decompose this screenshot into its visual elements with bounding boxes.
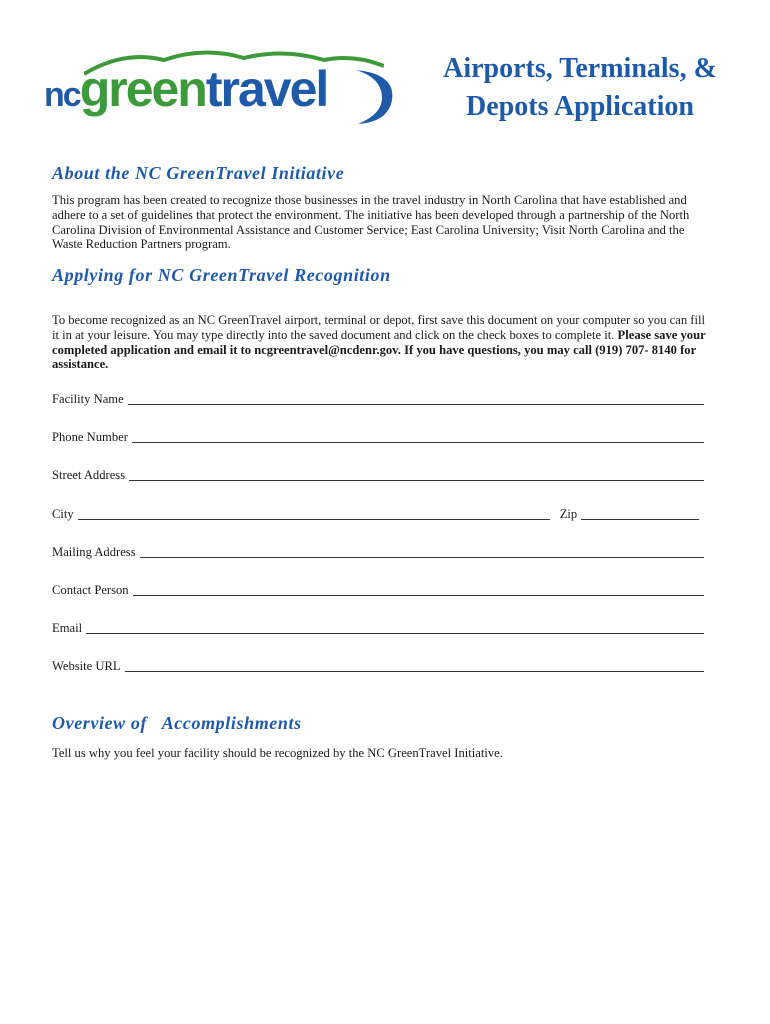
street-address-row xyxy=(52,465,704,483)
phone-number-label: Phone Number xyxy=(52,430,128,444)
zip-label: Zip xyxy=(559,507,578,521)
email-field[interactable] xyxy=(86,619,704,634)
facility-name-row xyxy=(52,389,704,407)
facility-name-field[interactable] xyxy=(128,390,704,405)
email-row xyxy=(52,618,704,636)
website-url-label: Website URL xyxy=(52,659,121,673)
overview-prompt: Tell us why you feel your facility should be recognized by the NC GreenTravel Initiative. xyxy=(52,746,503,760)
about-paragraph: This program has been created to recognize those businesses in the travel industry in North Carolina that have established and adhere to a set of guidelines that protect the environment. The initiative has been developed through a partnership of the North Carolina Division of Environmental Assistance and Customer Service; East Carolina University; Visit North Carolina and the Waste Reduction Partners program. xyxy=(52,193,690,252)
about-heading: About the NC GreenTravel Initiative xyxy=(52,163,345,183)
mailing-address-label: Mailing Address xyxy=(52,545,136,559)
applying-bold-text: Please save your completed application and email it to ncgreentravel@ncdenr.gov. If you have questions, you may call (919) 707- 8140 for assistance. xyxy=(52,327,706,372)
applying-paragraph xyxy=(52,313,712,372)
phone-number-row xyxy=(52,427,704,445)
logo-wordmark xyxy=(44,60,327,118)
title-line-1: Airports, Terminals, & xyxy=(443,53,717,84)
contact-person-label: Contact Person xyxy=(52,583,129,597)
city-zip-row xyxy=(52,504,704,522)
contact-person-row xyxy=(52,580,704,598)
phone-number-field[interactable] xyxy=(132,428,704,443)
logo-green: green xyxy=(79,61,206,117)
email-label: Email xyxy=(52,621,83,635)
website-url-field[interactable] xyxy=(125,657,704,672)
ncgreentravel-logo xyxy=(44,46,400,128)
mailing-address-field[interactable] xyxy=(140,543,704,558)
swoosh-icon xyxy=(348,64,400,126)
zip-field[interactable] xyxy=(581,505,699,520)
application-title xyxy=(410,50,750,126)
title-line-2: Depots Application xyxy=(466,91,694,122)
logo-travel: travel xyxy=(205,61,328,117)
city-field[interactable] xyxy=(78,505,550,520)
applying-text: To become recognized as an NC GreenTravel airport, terminal or depot, first save this document on your computer so you can fill it in at your leisure. You may type directly into the saved document and click on the check boxes to complete it. xyxy=(52,313,705,342)
applying-heading: Applying for NC GreenTravel Recognition xyxy=(52,265,391,285)
website-url-row xyxy=(52,656,704,674)
logo-nc: nc xyxy=(44,76,80,114)
street-address-label: Street Address xyxy=(52,468,126,482)
overview-heading: Overview of Accomplishments xyxy=(52,713,302,733)
facility-name-label: Facility Name xyxy=(52,392,124,406)
city-label: City xyxy=(52,507,74,521)
mailing-address-row xyxy=(52,542,704,560)
contact-person-field[interactable] xyxy=(133,581,704,596)
street-address-field[interactable] xyxy=(129,466,704,481)
